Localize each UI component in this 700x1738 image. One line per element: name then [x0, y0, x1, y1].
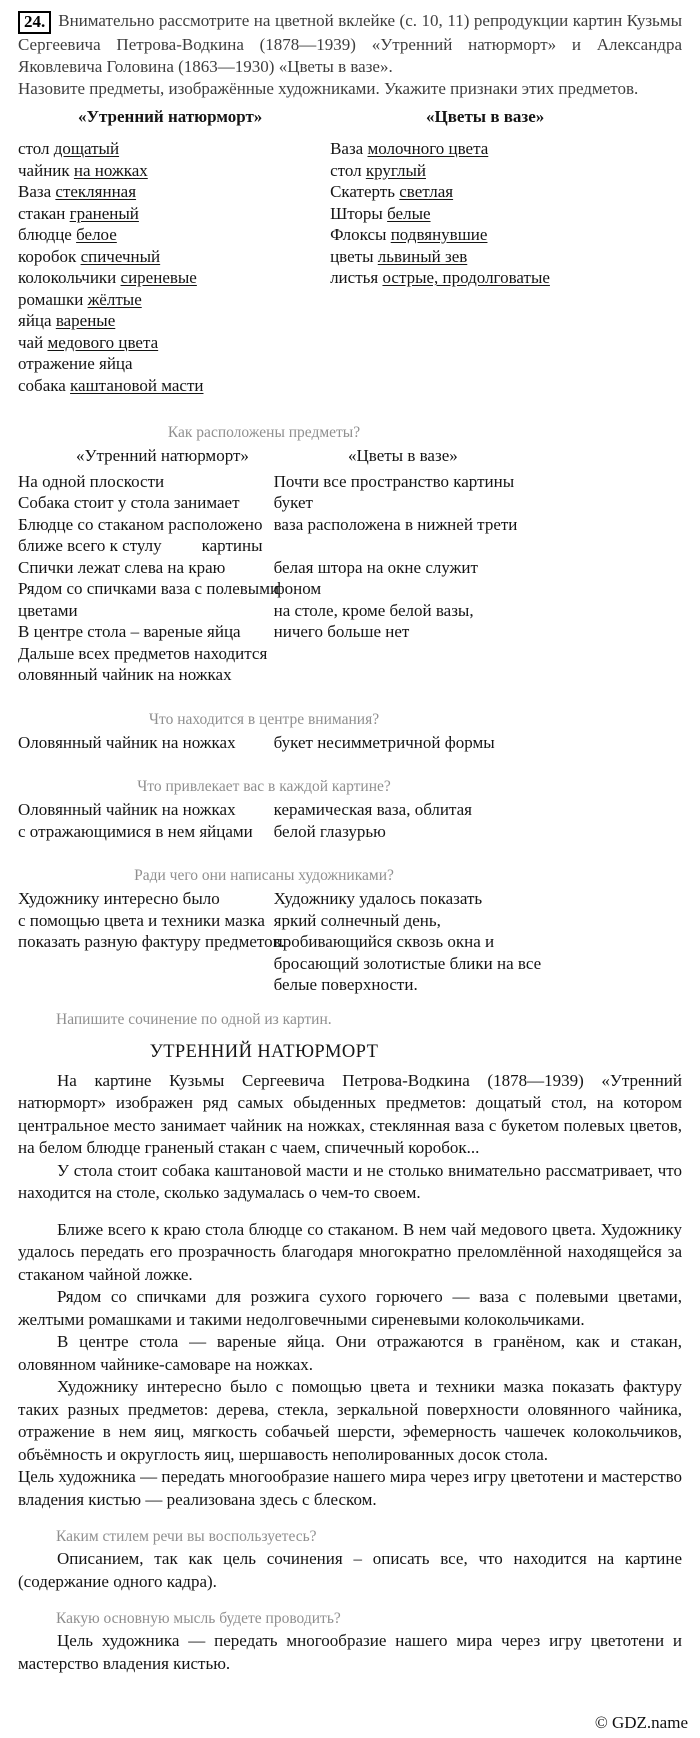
list-item — [18, 353, 330, 375]
painting-title-right: «Цветы в вазе» — [426, 107, 545, 126]
list-item — [330, 160, 682, 182]
copyright-watermark: © GDZ.name — [594, 1713, 688, 1732]
qa-rows — [18, 471, 682, 686]
object-attribute: каштановой масти — [70, 375, 204, 395]
object-noun: Скатерть — [330, 182, 400, 201]
painting-title-left: «Утренний натюрморт» — [78, 107, 263, 126]
object-noun: стакан — [18, 203, 70, 223]
object-attribute: спичечный — [80, 246, 161, 266]
object-attribute: острые, продолговатые — [382, 268, 550, 287]
question-label: Ради чего они написаны художниками? — [134, 867, 394, 884]
object-attribute: львиный зев — [377, 246, 468, 266]
question-label: Что находится в центре внимания? — [148, 710, 380, 728]
object-attribute: вареные — [55, 311, 116, 330]
qa-cell-left: ближе всего к стулу — [18, 536, 162, 555]
qa-row — [18, 471, 682, 493]
object-attribute: на ножках — [73, 160, 148, 180]
object-noun: Флоксы — [330, 225, 391, 244]
qa-column-headers — [18, 446, 682, 468]
list-item — [18, 332, 330, 354]
object-noun: Ваза — [330, 139, 368, 158]
object-attribute: граненый — [69, 203, 139, 223]
qa-rows — [18, 888, 682, 996]
object-noun: коробок — [18, 246, 81, 266]
qa-cell-left: Оловянный чайник на ножках — [18, 732, 236, 752]
list-item — [18, 310, 330, 332]
qa-cell-left: с помощью цвета и техники мазка — [18, 910, 265, 930]
object-noun: стол — [330, 160, 366, 180]
object-lists — [18, 138, 682, 396]
qa-row — [18, 492, 682, 514]
qa-cell-right: картины — [201, 536, 263, 555]
qa-cell-right: букет — [273, 493, 313, 512]
list-item — [330, 181, 682, 203]
essay — [18, 1042, 682, 1512]
qa-row — [18, 535, 682, 557]
qa-sections — [18, 424, 682, 996]
qa-row — [18, 621, 682, 643]
object-attribute: стеклянная — [55, 182, 137, 201]
qa-cell-right — [274, 643, 682, 665]
qa-row — [18, 600, 682, 622]
qa-cell-right: белая штора на окне служит — [273, 557, 478, 577]
essay-title: УТРЕННИЙ НАТЮРМОРТ — [149, 1041, 379, 1062]
qa-cell-left: с отражающимися в нем яйцами — [18, 821, 253, 841]
object-attribute: белое — [76, 225, 117, 244]
object-attribute: молочного цвета — [367, 139, 489, 158]
question-label: Как расположены предметы? — [167, 424, 361, 441]
qa-section — [18, 867, 682, 996]
list-item — [330, 267, 682, 289]
list-item — [18, 289, 330, 311]
qa-row — [18, 910, 682, 932]
qa-row — [18, 578, 682, 600]
exercise-task: Назовите предметы, изображённые художниками. Укажите признаки этих предметов. — [18, 79, 639, 98]
qa-cell-right: ничего больше нет — [273, 622, 410, 641]
qa-cell-right: бросающий золотистые блики на все — [273, 953, 542, 973]
qa-row — [18, 664, 682, 686]
object-attribute: жёлтые — [87, 289, 142, 309]
qa-cell-right: ваза расположена в нижней трети — [273, 514, 518, 534]
exercise-intro — [18, 10, 682, 78]
qa-row — [18, 799, 682, 821]
essay-paragraph: На картине Кузьмы Сергеевича Петрова-Водкина (1878—1939) «Утренний натюрморт» изображен ряд самых обыденных предметов: дощатый стол, на котором центральное место занимает чайник на ножках, стеклянная ваза с букетом полевых цветов, на белом блюдце граненый стакан с чаем, спичечный коробок... — [18, 1070, 682, 1157]
qa-cell-right: белые поверхности. — [273, 975, 418, 994]
list-item — [330, 138, 682, 160]
object-attribute: медового цвета — [47, 332, 159, 352]
essay-paragraph: У стола стоит собака каштановой масти и не столько внимательно рассматривает, что находится на столе, сколько задумалась о чем-то своем. — [18, 1160, 682, 1202]
essay-paragraph: Рядом со спичками для розжига сухого горючего — ваза с полевыми цветами, желтыми ромашками и такими недолговечными сиреневыми колокольчиками. — [18, 1287, 682, 1329]
qa-cell-left: Оловянный чайник на ножках — [18, 800, 236, 819]
object-attribute: сиреневые — [120, 268, 197, 287]
object-noun: чайник — [18, 160, 74, 180]
qa-cell-left: Художнику интересно было — [18, 889, 220, 908]
exercise-number-box: 24. — [18, 11, 51, 34]
qa-section — [18, 778, 682, 842]
qa-cell-left: На одной плоскости — [18, 471, 165, 491]
essay-prompt: Напишите сочинение по одной из картин. — [56, 1010, 332, 1028]
qa-cell-right: на столе, кроме белой вазы, — [273, 600, 474, 620]
list-item — [330, 224, 682, 246]
object-attribute: круглый — [365, 160, 426, 180]
list-item — [18, 267, 330, 289]
object-list-right — [330, 138, 682, 396]
qa-row — [18, 953, 682, 975]
object-attribute: подвянувшие — [390, 225, 488, 244]
qa-cell-left: Блюдце со стаканом расположено — [18, 514, 263, 534]
qa-row — [18, 557, 682, 579]
qa-section — [18, 424, 682, 686]
qa-cell-right: яркий солнечный день, — [273, 910, 441, 930]
essay-paragraph: Ближе всего к краю стола блюдце со стаканом. В нем чай медового цвета. Художнику удалось передать его прозрачность благодаря многократно преломлённой находящейся за стаканом чайной ложке. — [18, 1219, 682, 1284]
object-noun: чай — [18, 332, 48, 352]
list-item — [330, 246, 682, 268]
question-label: Каким стилем речи вы воспользуетесь? — [56, 1528, 317, 1545]
object-noun: собака — [18, 375, 71, 395]
question-label: Какую основную мысль будете проводить? — [56, 1610, 341, 1627]
qa-row — [18, 974, 682, 996]
object-attribute: дощатый — [53, 139, 120, 158]
essay-paragraphs — [18, 1070, 682, 1512]
qa-cell-right — [274, 664, 682, 686]
list-item — [18, 375, 330, 397]
question-label: Что привлекает вас в каждой картине? — [137, 778, 391, 795]
qa-row — [18, 821, 682, 843]
qa-section — [18, 711, 682, 754]
qa-cell-right: Художнику удалось показать — [273, 889, 483, 908]
qa-row — [18, 643, 682, 665]
qa-cell-left: Рядом со спичками ваза с полевыми — [18, 579, 280, 598]
object-noun: стол — [18, 139, 54, 158]
final-answer: Описанием, так как цель сочинения – описать все, что находится на картине (содержание одного кадра). — [18, 1549, 682, 1591]
object-noun: цветы — [330, 246, 378, 266]
qa-cell-left: Дальше всех предметов находится — [18, 643, 268, 663]
object-noun: отражение яйца — [18, 354, 133, 373]
object-noun: Ваза — [18, 182, 56, 201]
essay-paragraph: В центре стола — вареные яйца. Они отражаются в гранёном, как и стакан, оловянном чайнике-самоваре на ножках. — [18, 1332, 682, 1374]
qa-cell-right: керамическая ваза, облитая — [273, 800, 473, 819]
qa-cell-left: Собака стоит у стола занимает — [18, 493, 240, 512]
qa-cell-left — [18, 953, 274, 975]
list-item — [18, 160, 330, 182]
object-noun: блюдце — [18, 225, 77, 244]
painting-title-right: «Цветы в вазе» — [348, 446, 458, 465]
list-item — [330, 203, 682, 225]
qa-cell-left: В центре стола – вареные яйца — [18, 622, 241, 641]
object-noun: яйца — [18, 311, 56, 330]
qa-cell-right: фоном — [273, 579, 322, 598]
list-item — [18, 203, 330, 225]
final-questions — [18, 1528, 682, 1675]
object-attribute: белые — [387, 203, 431, 223]
object-attribute: светлая — [399, 182, 454, 201]
qa-cell-right: букет несимметричной формы — [273, 732, 495, 752]
qa-row — [18, 514, 682, 536]
qa-cell-left: Спички лежат слева на краю — [18, 557, 226, 577]
qa-row — [18, 931, 682, 953]
exercise-intro-text: Внимательно рассмотрите на цветной вклейке (с. 10, 11) репродукции картин Кузьмы Сергеевича Петрова-Водкина (1878—1939) «Утренний натюрморт» и Александра Яковлевича Головина (1863—1930) «Цветы в вазе». — [18, 11, 682, 76]
object-noun: ромашки — [18, 289, 88, 309]
qa-rows — [18, 799, 682, 842]
qa-cell-left: показать разную фактуру предметов. — [18, 932, 285, 951]
qa-cell-left: цветами — [18, 600, 78, 620]
qa-cell-right: Почти все пространство картины — [273, 471, 515, 491]
painting-titles-row — [18, 107, 682, 128]
qa-cell-left — [18, 974, 274, 996]
essay-paragraph: Художнику интересно было с помощью цвета и техники мазка показать фактуру таких разных предметов: дерева, стекла, зеркальной поверхности оловянного чайника, отражение в нем яиц, мягкость собачьей шерсти, эфемерность чашечек колокольчиков, объёмность и округлость яиц, шершавость неполированных досок стола. — [18, 1377, 682, 1464]
painting-title-left: «Утренний натюрморт» — [76, 446, 249, 465]
essay-paragraph: Цель художника — передать многообразие нашего мира через игру цветотени и мастерство владения кистью — реализована здесь с блеском. — [18, 1467, 682, 1509]
object-noun: колокольчики — [18, 268, 121, 287]
qa-cell-right: пробивающийся сквозь окна и — [273, 932, 495, 951]
qa-rows — [18, 732, 682, 754]
list-item — [18, 224, 330, 246]
qa-cell-left: оловянный чайник на ножках — [18, 665, 232, 684]
final-answer: Цель художника — передать многообразие нашего мира через игру цветотени и мастерство владения кистью. — [18, 1631, 682, 1673]
list-item — [18, 246, 330, 268]
object-noun: листья — [330, 268, 383, 287]
qa-cell-right: белой глазурью — [273, 821, 386, 841]
object-list-left — [18, 138, 330, 396]
object-noun: Шторы — [330, 203, 388, 223]
qa-row — [18, 732, 682, 754]
list-item — [18, 138, 330, 160]
qa-row — [18, 888, 682, 910]
list-item — [18, 181, 330, 203]
